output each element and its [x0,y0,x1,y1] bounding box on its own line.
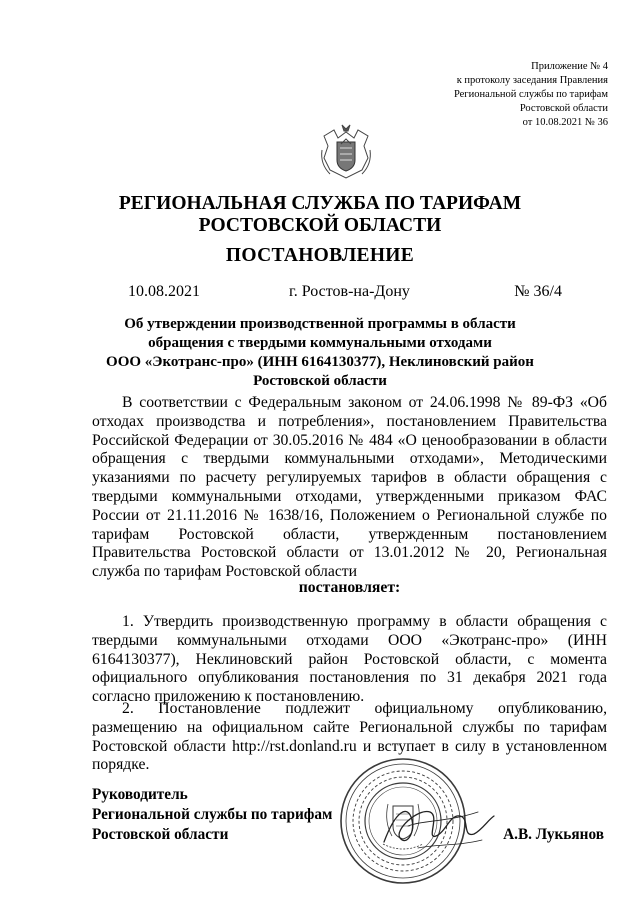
subject-line: ООО «Экотранс-про» (ИНН 6164130377), Неклиновский район [106,354,534,370]
coat-of-arms-icon [318,124,374,182]
organization-name-line-2: РОСТОВСКОЙ ОБЛАСТИ [198,215,442,236]
signatory-title-line: Ростовской области [92,826,229,843]
decree-word: постановляет: [298,579,401,596]
subject-line: Об утверждении производственной программы в области [124,316,516,332]
decree-item-1: 1. Утвердить производственную программу в области обращения с твердыми коммунальными отходами ООО «Экотранс-про» (ИНН 6164130377), Неклиновский район Ростовской области, с момента официального опубликования постановления по 31 декабря 2021 года согласно приложению к постановлению. [92,613,607,706]
annex-line: от 10.08.2021 № 36 [522,117,608,128]
annex-header [454,60,608,130]
document-subject [92,315,548,391]
document-city: г. Ростов-на-Дону [289,283,410,300]
organization-name-line-1: РЕГИОНАЛЬНАЯ СЛУЖБА ПО ТАРИФАМ [118,193,522,214]
signatory-title [92,785,332,845]
document-date: 10.08.2021 [128,283,200,300]
decree-item-2: 2. Постановление подлежит официальному опубликованию, размещению на официальном сайте Региональной службы по тарифам Ростовской области http://rst.donland.ru и вступает в силу в установленном порядке. [92,700,607,774]
annex-line: к протоколу заседания Правления [456,75,608,86]
subject-line: Ростовской области [253,373,387,389]
signatory-title-line: Руководитель [92,786,188,803]
annex-line: Ростовской области [519,103,608,114]
annex-line: Приложение № 4 [531,61,608,72]
preamble-paragraph: В соответствии с Федеральным законом от 24.06.1998 № 89-ФЗ «Об отходах производства и потребления», постановлением Правительства Российской Федерации от 30.05.2016 № 484 «О ценообразовании в области обращения с твердыми коммунальными отходами», Методическими указаниями по расчету регулируемых тарифов в области обращения с твердыми коммунальными отходами, утвержденными приказом ФАС России от 21.11.2016 № 1638/16, Положением о Региональной службе по тарифам Ростовской области, утвержденным постановлением Правительства Ростовской области от 13.01.2012 № 20, Региональная служба по тарифам Ростовской области [92,394,607,581]
document-number: № 36/4 [514,283,562,300]
document-type-heading: ПОСТАНОВЛЕНИЕ [225,245,415,266]
handwritten-signature-icon [378,790,498,860]
signatory-title-line: Региональной службы по тарифам [92,806,333,823]
annex-line: Региональной службы по тарифам [453,89,608,100]
signatory-name: А.В. Лукьянов [503,826,604,843]
subject-line: обращения с твердыми коммунальными отходами [148,335,492,351]
